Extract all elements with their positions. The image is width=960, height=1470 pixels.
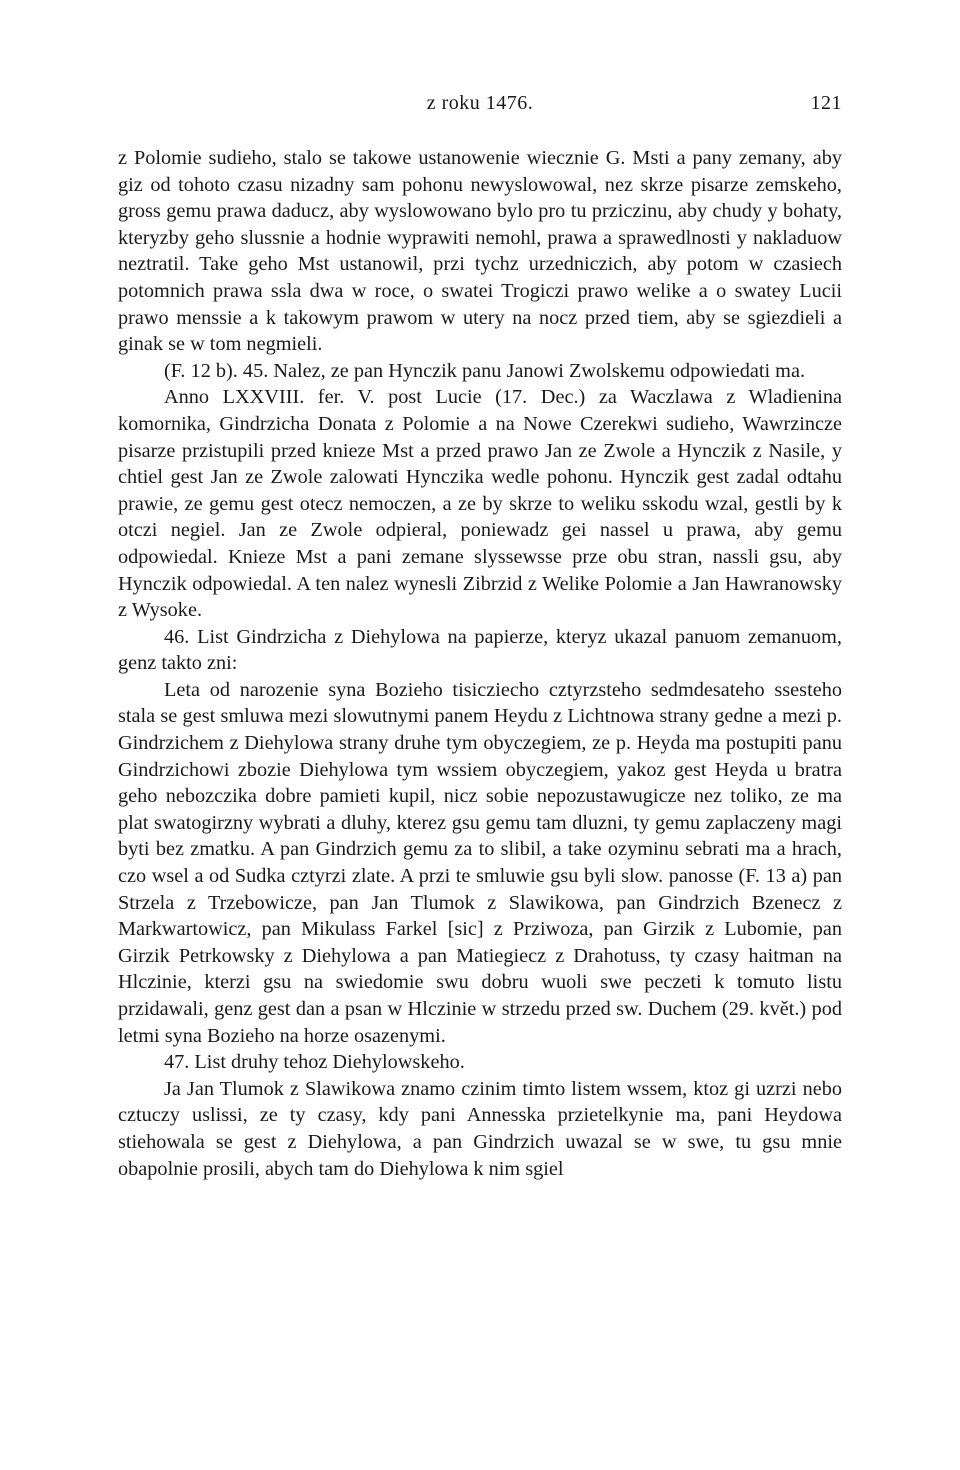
page-number: 121 [810, 92, 842, 114]
body-text [118, 145, 842, 1182]
paragraph-letter-46: Leta od narozenie syna Bozieho tisicziecho cztyrzsteho sedmdesateho ssesteho stala se gest smluwa mezi slowutnymi panem Heydu z Lichtnowa strany gedne a mezi p. Gindrzichem z Diehylowa strany druhe tym obyczegiem, ze p. Heyda ma postupiti panu Gindrzichowi zbozie Diehylowa tym wssiem obyczegiem, yakoz gest Heyda u bratra geho nebozczika dobre pamieti kupil, nicz sobie nepozustawugicze nez toliko, ze ma plat swatogirzny wybrati a dluhy, kterez gsu gemu tam dluzni, ty gemu zaplaczeny magi byti bez zmatku. A pan Gindrzich gemu za to slibil, a take ozyminu sebrati ma a hrach, czo wsel a od Sudka cztyrzi zlate. A przi te smluwie gsu byli slow. panosse (F. 13 a) pan Strzela z Trzebowicze, pan Jan Tlumok z Slawikowa, pan Gindrzich Bzenecz z Markwartowicz, pan Mikulass Farkel [sic] z Prziwoza, pan Girzik z Lubomie, pan Girzik Petrkowsky z Diehylowa a pan Matiegiecz z Drahotuss, ty czasy haitman na Hlczinie, kterzi gsu na swiedomie swu dobru wuoli swe peczeti k tomuto listu przidawali, genz gest dan a psan w Hlczinie w strzedu przed sw. Duchem (29. květ.) pod letmi syna Bozieho na horze osazenymi. [118, 678, 842, 1047]
running-head [118, 92, 842, 120]
paragraph-continuation: z Polomie sudieho, stalo se takowe ustanowenie wiecznie G. Msti a pany zemany, aby giz od tohoto czasu nizadny sam pohonu newyslowowal, nez skrze pisarze zemskeho, gross gemu prawa daducz, aby wyslowowano bylo pro tu prziczinu, aby chudy y bohaty, kteryzby geho slussnie a hodnie wyprawiti nemohl, prawa a sprawedlnosti y nakladuow neztratil. Take geho Mst ustanowil, przi tychz urzedniczich, aby potom w czasiech potomnich prawa ssla dwa w roce, o swatei Trogiczi prawo welike a o swatey Lucii prawo menssie a k takowym prawom w utery na nocz przed tiem, aby se sgiezdieli a ginak se w tom negmieli. [118, 147, 842, 356]
paragraph-heading-46: 46. List Gindrzicha z Diehylowa na papierze, kteryz ukazal panuom zemanuom, genz takto zni: [118, 625, 842, 675]
paragraph-heading-45: (F. 12 b). 45. Nalez, ze pan Hynczik panu Janowi Zwolskemu odpowiedati ma. [164, 359, 806, 382]
paragraph-entry-45: Anno LXXVIII. fer. V. post Lucie (17. Dec.) za Waczlawa z Wladienina komornika, Gindrzicha Donata z Polomie a na Nowe Czerekwi sudieho, Wawrzincze pisarze przistupili przed knieze Mst a przed prawo Jan ze Zwole a Hynczik z Nasile, y chtiel gest Jan ze Zwole zalowati Hynczika wedle pohonu. Hynczik gest zadal odtahu prawie, ze gemu gest otecz nemoczen, a ze by skrze to weliku sskodu wzal, gestli by k otczi negiel. Jan ze Zwole odpieral, poniewadz gei nassel u prawa, aby gemu odpowiedal. Knieze Mst a pani zemane slyssewsse prze obu stran, nassli gsu, aby Hynczik odpowiedal. A ten nalez wynesli Zibrzid z Welike Polomie a Jan Hawranowsky z Wysoke. [118, 386, 842, 622]
paragraph-heading-47: 47. List druhy tehoz Diehylowskeho. [164, 1051, 465, 1074]
running-title: z roku 1476. [426, 92, 534, 114]
paragraph-letter-47: Ja Jan Tlumok z Slawikowa znamo czinim timto listem wssem, ktoz gi uzrzi nebo cztuczy uslissi, ze ty czasy, kdy pani Annesska przietelkynie ma, pani Heydowa stiehowala se gest z Diehylowa, a pan Gindrzich uwazal se w swe, tu gsu mnie obapolnie prosili, abych tam do Diehylowa k nim sgiel [118, 1077, 842, 1180]
